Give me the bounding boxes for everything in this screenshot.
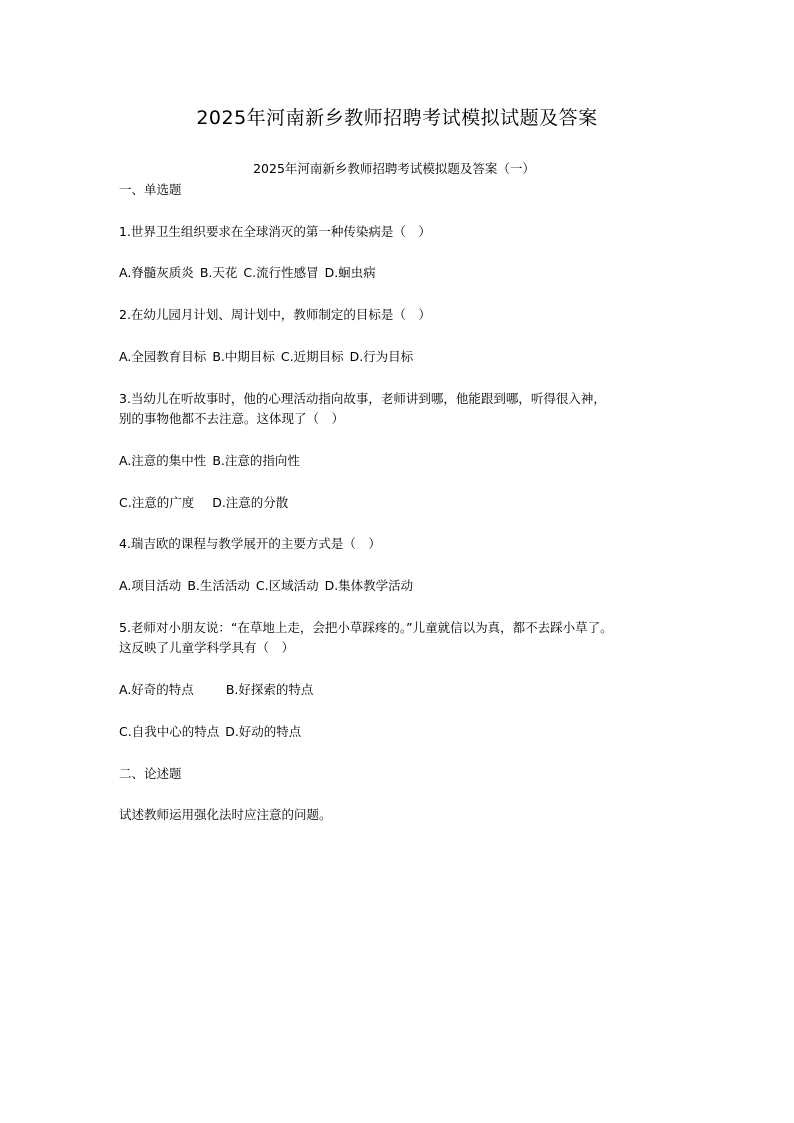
question-4-stem: 4.瑞吉欧的课程与教学展开的主要方式是（ ） [119, 536, 381, 551]
question-5-option-d: D.好动的特点 [225, 724, 302, 739]
question-1-option-b: B.天花 [199, 265, 238, 280]
question-2-option-c: C.近期目标 [280, 349, 344, 364]
question-2-option-a: A.全园教育目标 [119, 349, 207, 364]
question-3-options-row-1 [119, 452, 306, 470]
question-2-option-d: D.行为目标 [349, 349, 414, 364]
question-1-option-a: A.脊髓灰质炎 [119, 265, 194, 280]
question-2-stem: 2.在幼儿园月计划、周计划中，教师制定的目标是（ ） [119, 307, 431, 322]
question-5-options-row-2 [119, 723, 307, 741]
question-5-option-c: C.自我中心的特点 [119, 724, 220, 739]
question-3-option-d: D.注意的分散 [212, 495, 289, 510]
document-subtitle: 2025年河南新乡教师招聘考试模拟题及答案（一） [253, 161, 535, 176]
section-heading-essay: 二、论述题 [119, 766, 182, 781]
question-5-stem-line-1: 5.老师对小朋友说：“在草地上走，会把小草踩疼的。”儿童就信以为真，都不去踩小草了。 [119, 620, 613, 635]
question-3-stem-line-1: 3.当幼儿在听故事时，他的心理活动指向故事，老师讲到哪，他能跟到哪，听得很入神， [119, 391, 606, 406]
question-4-option-d: D.集体教学活动 [324, 578, 414, 593]
question-1-stem: 1.世界卫生组织要求在全球消灭的第一种传染病是（ ） [119, 224, 431, 239]
question-5-options-row-1 [119, 681, 319, 699]
question-4-options [119, 577, 419, 595]
question-4-option-a: A.项目活动 [119, 578, 182, 593]
essay-question: 试述教师运用强化法时应注意的问题。 [119, 807, 332, 822]
question-5-stem-line-2: 这反映了儿童学科学具有（ ） [119, 640, 295, 655]
question-1-option-c: C.流行性感冒 [243, 265, 319, 280]
question-3-option-a: A.注意的集中性 [119, 453, 207, 468]
question-5-option-b: B.好探索的特点 [225, 682, 314, 697]
document-title: 2025年河南新乡教师招聘考试模拟试题及答案 [196, 107, 598, 129]
question-5-option-a: A.好奇的特点 [119, 682, 194, 697]
question-2-options [119, 348, 419, 366]
question-2-option-b: B.中期目标 [212, 349, 275, 364]
section-heading-single-choice: 一、单选题 [119, 182, 182, 197]
question-4-option-c: C.区域活动 [255, 578, 319, 593]
question-3-stem-line-2: 别的事物他都不去注意。这体现了（ ） [119, 411, 345, 426]
question-1-options [119, 264, 382, 282]
question-1-option-d: D.蛔虫病 [324, 265, 376, 280]
question-4-option-b: B.生活活动 [187, 578, 250, 593]
question-3-option-b: B.注意的指向性 [212, 453, 300, 468]
question-3-options-row-2 [119, 494, 294, 512]
question-3-option-c: C.注意的广度 [119, 495, 195, 510]
